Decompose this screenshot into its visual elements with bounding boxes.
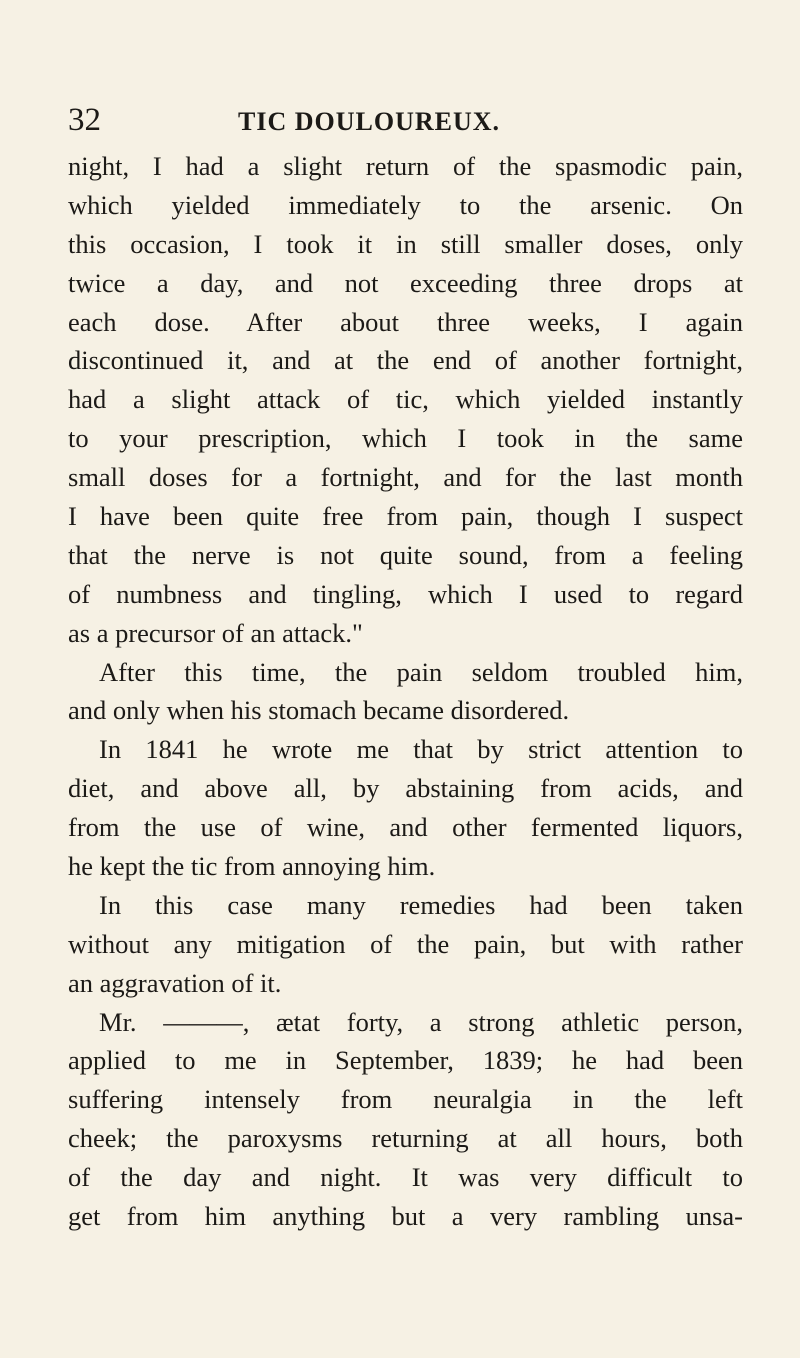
text-line: he kept the tic from annoying him. [68,851,436,882]
text-line: I have been quite free from pain, though I suspect [68,501,743,532]
text-line: After this time, the pain seldom troubled him, [99,656,743,687]
text-line: diet, and above all, by abstaining from acids, and [68,773,743,804]
body-text [68,147,743,1236]
running-head [0,102,800,138]
text-line: discontinued it, and at the end of another fortnight, [68,345,743,376]
page-number: 32 [68,102,101,138]
text-line: of numbness and tingling, which I used to regard [68,578,743,609]
text-line: In this case many remedies had been taken [99,889,743,920]
text-line: this occasion, I took it in still smaller doses, only [68,228,743,259]
text-line: In 1841 he wrote me that by strict attention to [99,734,743,765]
text-line: cheek; the paroxysms returning at all hours, both [68,1123,743,1154]
text-line: Mr. ———, ætat forty, a strong athletic person, [99,1006,743,1037]
text-line: from the use of wine, and other fermented liquors, [68,812,743,843]
text-line: that the nerve is not quite sound, from a feeling [68,539,743,570]
text-line: and only when his stomach became disordered. [68,695,570,726]
text-line: suffering intensely from neuralgia in the left [68,1084,743,1115]
text-line: without any mitigation of the pain, but with rather [68,928,743,959]
text-line: had a slight attack of tic, which yielded instantly [68,384,743,415]
text-line: to your prescription, which I took in the same [68,423,743,454]
text-line: small doses for a fortnight, and for the last month [68,462,743,493]
text-line: get from him anything but a very rambling unsa- [68,1201,743,1232]
text-line: of the day and night. It was very difficult to [68,1162,743,1193]
text-line: as a precursor of an attack." [68,617,363,648]
text-line: each dose. After about three weeks, I again [68,306,743,337]
text-line: applied to me in September, 1839; he had been [68,1045,743,1076]
text-line: which yielded immediately to the arsenic. On [68,189,743,220]
text-line: night, I had a slight return of the spasmodic pain, [68,151,743,181]
text-line: twice a day, and not exceeding three drops at [68,267,743,298]
running-title: TIC DOULOUREUX. [238,107,501,136]
text-line: an aggravation of it. [68,967,282,998]
